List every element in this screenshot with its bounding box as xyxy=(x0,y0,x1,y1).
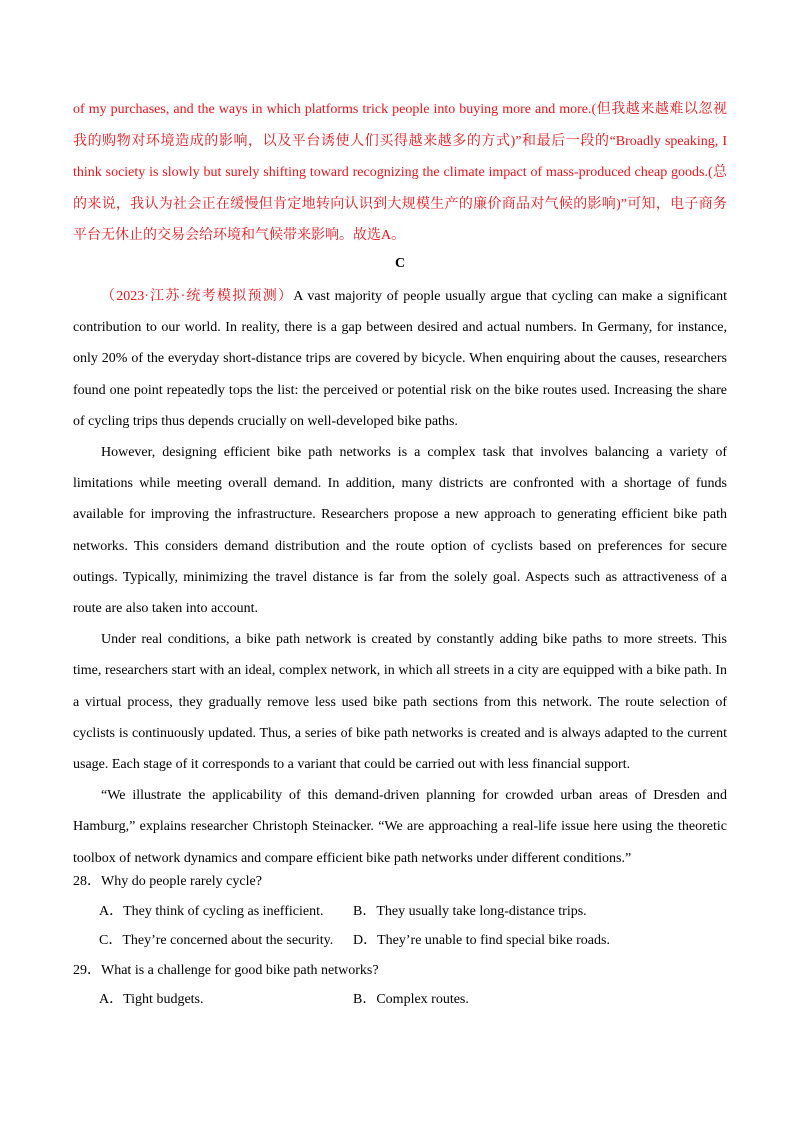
answer-explanation: of my purchases, and the ways in which platforms trick people into buying more and more.(但我越来越难以忽视我的购物对环境造成的影响，以及平台诱使人们买得越来越多的方式)”和最后一段的“Broadly speaking, I think society is slowly but surely shifting toward recognizing the climate impact of mass-produced cheap goods.(总的来说，我认为社会正在缓慢但肯定地转向认识到大规模生产的廉价商品对气候的影响)”可知，电子商务平台无休止的交易会给环境和气候带来影响。故选A。 xyxy=(73,102,727,243)
question-29-options-row-1 xyxy=(73,985,727,1015)
source-label: （2023·江苏·统考模拟预测） xyxy=(101,289,294,304)
question-28-options-row-1 xyxy=(73,897,727,927)
passage-paragraph-2: However, designing efficient bike path networks is a complex task that involves balancing a variety of limitations while meeting overall demand. In addition, many districts are confronted with a shortage of funds available for improving the infrastructure. Researchers propose a new approach to generating efficient bike path networks. This considers demand distribution and the route option of cyclists based on preferences for secure outings. Typically, minimizing the travel distance is far from the solely goal. Aspects such as attractiveness of a route are also taken into account. xyxy=(73,445,727,617)
section-letter: C xyxy=(394,256,406,271)
question-29-option-a: A．Tight budgets. xyxy=(99,992,204,1008)
passage-paragraph-1 xyxy=(73,281,727,437)
question-list xyxy=(73,867,727,1015)
paragraph-1-text: A vast majority of people usually argue that cycling can make a significant contribution to our world. In reality, there is a gap between desired and actual numbers. In Germany, for instance, only 20% of the everyday short-distance trips are covered by bicycle. When enquiring about the causes, researchers found one point repeatedly tops the list: the perceived or potential risk on the bike routes used. Increasing the share of cycling trips thus depends crucially on well-developed bike paths. xyxy=(73,289,728,429)
passage-paragraph-4: “We illustrate the applicability of this demand-driven planning for crowded urban areas of Dresden and Hamburg,” explains researcher Christoph Steinacker. “We are approaching a real-life issue here using the theoretic toolbox of network dynamics and compare efficient bike path networks under different conditions.” xyxy=(73,788,727,866)
question-29-option-b: B．Complex routes. xyxy=(353,992,469,1008)
question-28-stem: 28．Why do people rarely cycle? xyxy=(73,874,262,889)
question-28-option-b: B．They usually take long-distance trips. xyxy=(353,903,587,919)
reading-passage xyxy=(73,281,727,874)
question-28-option-c: C．They’re concerned about the security. xyxy=(99,933,334,949)
question-28-option-a: A．They think of cycling as inefficient. xyxy=(99,903,324,919)
question-28-option-d: D．They’re unable to find special bike roads. xyxy=(353,933,610,949)
question-29-stem: 29．What is a challenge for good bike path networks? xyxy=(73,962,379,978)
passage-paragraph-3: Under real conditions, a bike path network is created by constantly adding bike paths to more streets. This time, researchers start with an ideal, complex network, in which all streets in a city are equipped with a bike path. In a virtual process, they gradually remove less used bike path sections from this network. The route selection of cyclists is continuously updated. Thus, a series of bike path networks is created and is always adapted to the current usage. Each stage of it corresponds to a variant that could be carried out with less financial support. xyxy=(73,632,727,773)
question-28-options-row-2 xyxy=(73,926,727,956)
